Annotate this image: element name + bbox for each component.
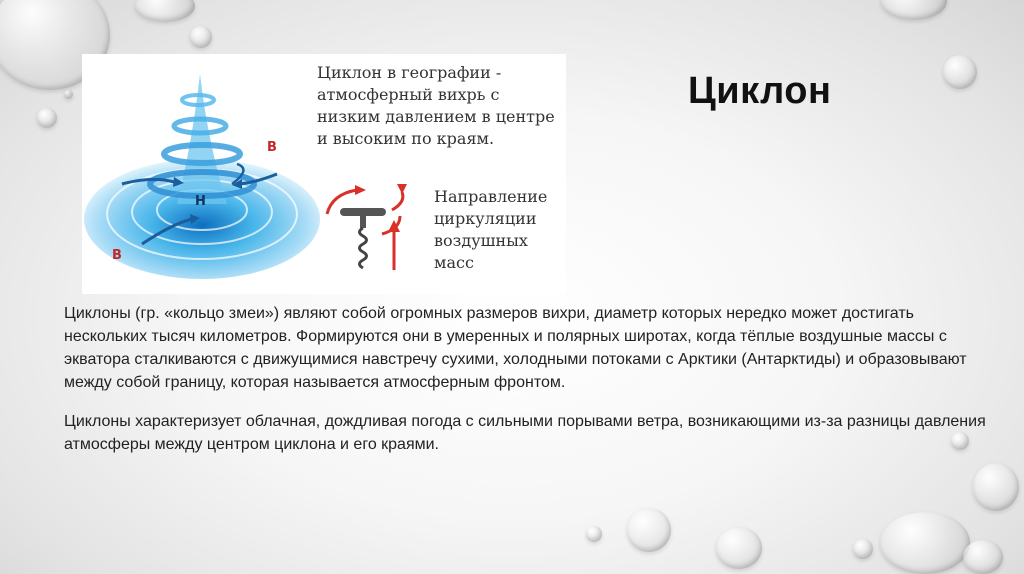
low-pressure-label: Н xyxy=(195,194,206,209)
water-drop-decoration xyxy=(64,90,73,99)
cyclone-definition: Циклон в географии - атмосферный вихрь с низким давлением в центре и высоким по краям. xyxy=(317,63,555,148)
water-drop-decoration xyxy=(881,0,947,20)
water-drop-decoration xyxy=(627,508,671,552)
circulation-label: Направление циркуляции воздушных масс xyxy=(434,187,548,272)
body-text xyxy=(64,302,994,472)
water-drop-decoration xyxy=(963,540,1003,574)
water-drop-decoration xyxy=(135,0,195,22)
water-drop-decoration xyxy=(190,26,212,48)
water-drop-decoration xyxy=(37,108,57,128)
cyclone-figure xyxy=(82,54,566,294)
paragraph: Циклоны (гр. «кольцо змеи») являют собой огромных размеров вихри, диаметр которых нередко может достигать нескольких тысяч километров. Формируются они в умеренных и полярных широтах, когда тёплые воздушные массы с экватора сталкиваются с движущимися навстречу сухими, холодными потоками с Арктики (Антарктиды) и образовывают между собой границу, которая называется атмосферным фронтом. xyxy=(64,305,967,391)
high-pressure-label-left: В xyxy=(112,248,122,263)
paragraph: Циклоны характеризует облачная, дождливая погода с сильными порывами ветра, возникающими из-за разницы давления атмосферы между центром циклона и его краями. xyxy=(64,413,986,453)
corkscrew-spiral xyxy=(360,228,367,268)
high-pressure-label-right: В xyxy=(267,140,277,155)
water-drop-decoration xyxy=(943,55,977,89)
slide-title: Циклон xyxy=(688,70,832,112)
water-drop-decoration xyxy=(880,512,970,574)
water-drop-decoration xyxy=(853,539,873,559)
water-drop-decoration xyxy=(716,527,762,569)
water-drop-decoration xyxy=(586,526,602,542)
